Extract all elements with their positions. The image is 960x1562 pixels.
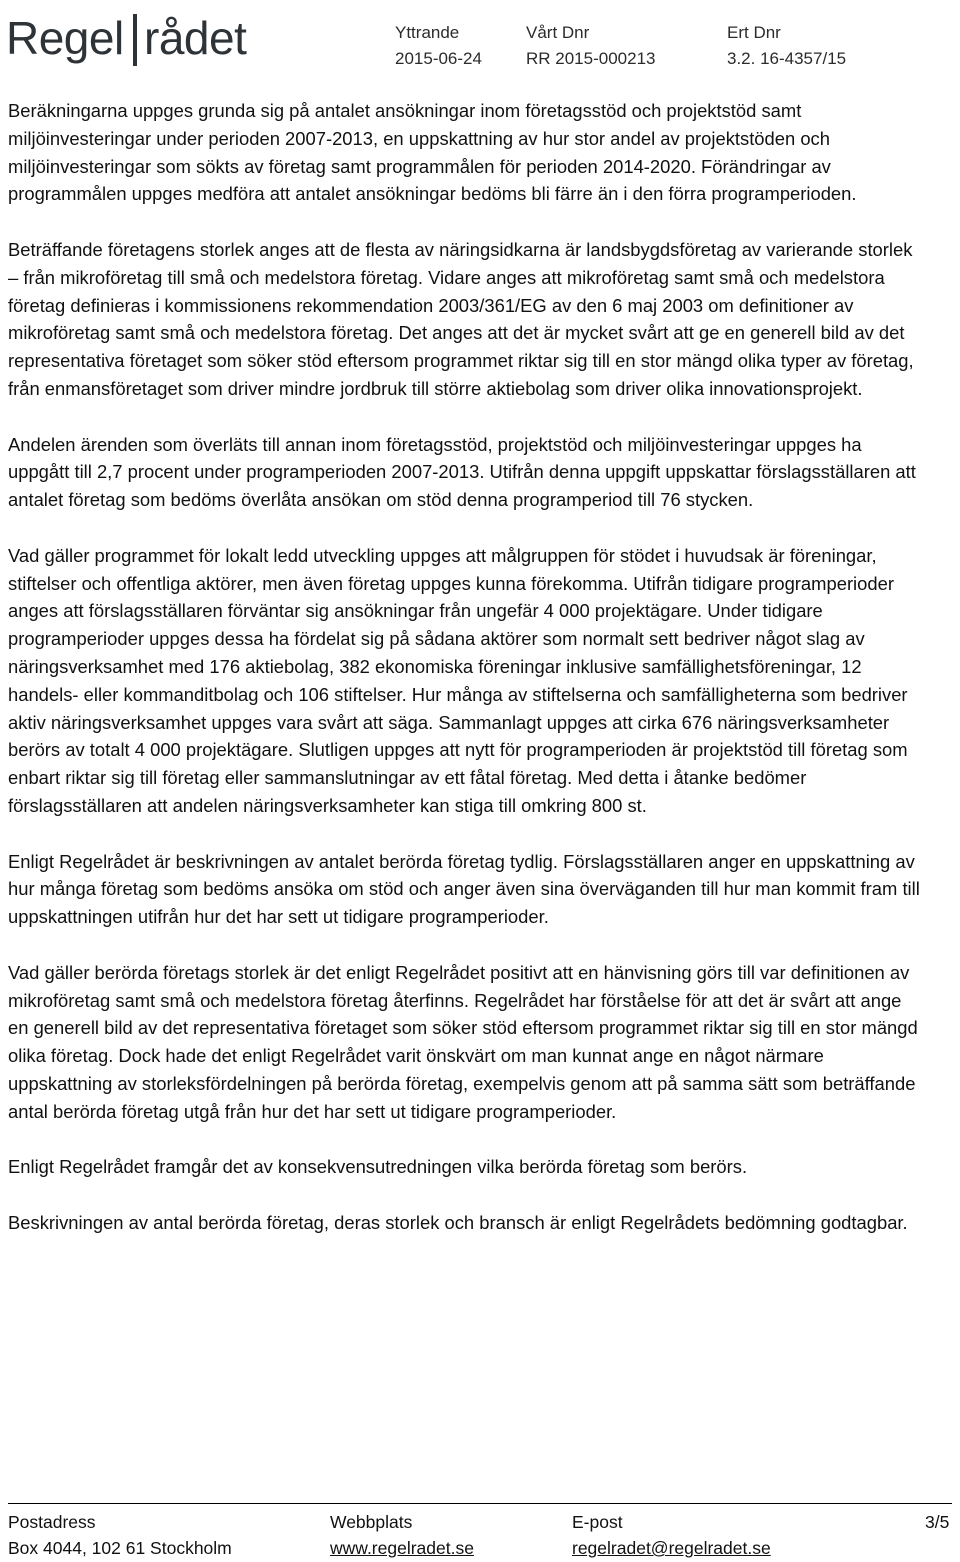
footer-website-link[interactable]: www.regelradet.se	[330, 1538, 474, 1558]
meta-label-ert-dnr: Ert Dnr	[727, 23, 781, 42]
footer-website	[330, 1509, 474, 1561]
paragraph-calculation-basis: Beräkningarna uppges grunda sig på antalet ansökningar inom företagsstöd och projektstöd samt miljöinvesteringar under perioden 2007-2013, en uppskattning av hur stor andel av projektstöden och miljöinvesteringar som sökts av företag samt programmålen för perioden 2014-2020. Förändringar av programmålen uppges medföra att antalet ansökningar bedöms bli färre än i den förra programperioden.	[8, 100, 857, 205]
paragraph-assessment-size: Vad gäller berörda företags storlek är det enligt Regelrådet positivt att en hänvisning görs till var definitionen av mikroföretag samt små och medelstora företag återfinns. Regelrådet har förståelse för att det är svårt att ange en generell bild av det representativa företaget som söker stöd eftersom programmet riktar sig till en stor mängd olika företag. Dock hade det enligt Regelrådet varit önskvärt om man kunnat ange en något närmare uppskattning av storleksfördelningen på berörda företag, exempelvis genom att på samma sätt som beträffande antal berörda företag utgå från hur det har sett ut tidigare programperioder.	[8, 961, 918, 1122]
footer-email-label: E-post	[572, 1512, 623, 1532]
paragraph-local-development: Vad gäller programmet för lokalt ledd utveckling uppges att målgruppen för stödet i huvudsak är föreningar, stiftelser och offentliga aktörer, men även företag uppges kunna förekomma. Utifrån tidigare programperioder anges att förslagsställaren förväntar sig ansökningar från ungefär 4 000 projektägare. Under tidigare programperioder uppges dessa ha fördelat sig på sådana aktörer som normalt sett bedriver något slag av näringsverksamhet med 176 aktiebolag, 382 ekonomiska föreningar inklusive samfällighetsföreningar, 12 handels- eller kommanditbolag och 106 stiftelser. Hur många av stiftelserna och samfälligheterna som bedriver aktiv näringsverksamhet uppges vara svårt att säga. Sammanlagt uppges att cirka 676 näringsverksamheter berörs av totalt 4 000 projektägare. Slutligen uppges att nytt för programperioden är projektstöd till företag som enbart riktar sig till företag eller sammanslutningar av ett fåtal företag. Med detta i åtanke bedömer förslagsställaren att andelen näringsverksamheter kan stiga till omkring 800 st.	[8, 544, 908, 816]
paragraph-conclusion: Beskrivningen av antal berörda företag, deras storlek och bransch är enligt Regelrådets bedömning godtagbar.	[8, 1211, 908, 1233]
meta-document-type	[395, 20, 482, 72]
meta-our-reference	[526, 20, 655, 72]
footer-postal-address	[8, 1509, 232, 1561]
logo-divider	[133, 14, 137, 66]
logo-text-right: rådet	[144, 12, 247, 64]
meta-vart-dnr-value: RR 2015-000213	[526, 49, 656, 68]
footer-page-number	[925, 1509, 949, 1535]
footer-website-label: Webbplats	[330, 1512, 413, 1532]
paragraph-transferred-cases: Andelen ärenden som överläts till annan inom företagsstöd, projektstöd och miljöinvesteringar uppges ha uppgått till 2,7 procent under programperioden 2007-2013. Utifrån denna uppgift uppskattar förslagsställaren att antalet företag som bedöms överlåta ansökan om stöd denna programperiod till 76 stycken.	[8, 433, 916, 511]
footer-address-label: Postadress	[8, 1512, 96, 1532]
page-number: 3/5	[925, 1512, 950, 1532]
paragraph-company-size: Beträffande företagens storlek anges att de flesta av näringsidkarna är landsbygdsföretag av varierande storlek – från mikroföretag till små och medelstora företag. Vidare anges att mikroföretag samt små och medelstora företag definieras i kommissionens rekommendation 2003/361/EG av den 6 maj 2003 om definitioner av mikroföretag samt små och medelstora företag. Det anges att det är mycket svårt att ge en generell bild av det representativa företaget som söker stöd eftersom programmet riktar sig till en stor mängd olika typer av företag, från enmansföretaget som driver mindre jordbruk till större aktiebolag som driver olika innovationsprojekt.	[8, 238, 914, 399]
document-body	[8, 97, 926, 1264]
meta-date: 2015-06-24	[395, 49, 482, 68]
meta-label-yttrande: Yttrande	[395, 23, 460, 42]
footer-email	[572, 1509, 771, 1561]
footer-email-link[interactable]: regelradet@regelradet.se	[572, 1538, 771, 1558]
logo-text-left: Regel	[6, 12, 124, 64]
meta-your-reference	[727, 20, 846, 72]
meta-label-vart-dnr: Vårt Dnr	[526, 23, 590, 42]
footer-address-value: Box 4044, 102 61 Stockholm	[8, 1538, 232, 1558]
regelradet-logo	[6, 10, 266, 72]
footer-divider	[8, 1503, 952, 1504]
meta-ert-dnr-value: 3.2. 16-4357/15	[727, 49, 847, 68]
paragraph-assessment-sector: Enligt Regelrådet framgår det av konsekvensutredningen vilka berörda företag som berörs.	[8, 1156, 748, 1178]
paragraph-assessment-count: Enligt Regelrådet är beskrivningen av antalet berörda företag tydlig. Förslagsställaren anger en uppskattning av hur många företag som bedöms ansöka om stöd och anger även sina överväganden till hur man kommit fram till uppskattningen utifrån hur det har sett ut tidigare programperioder.	[8, 850, 920, 928]
